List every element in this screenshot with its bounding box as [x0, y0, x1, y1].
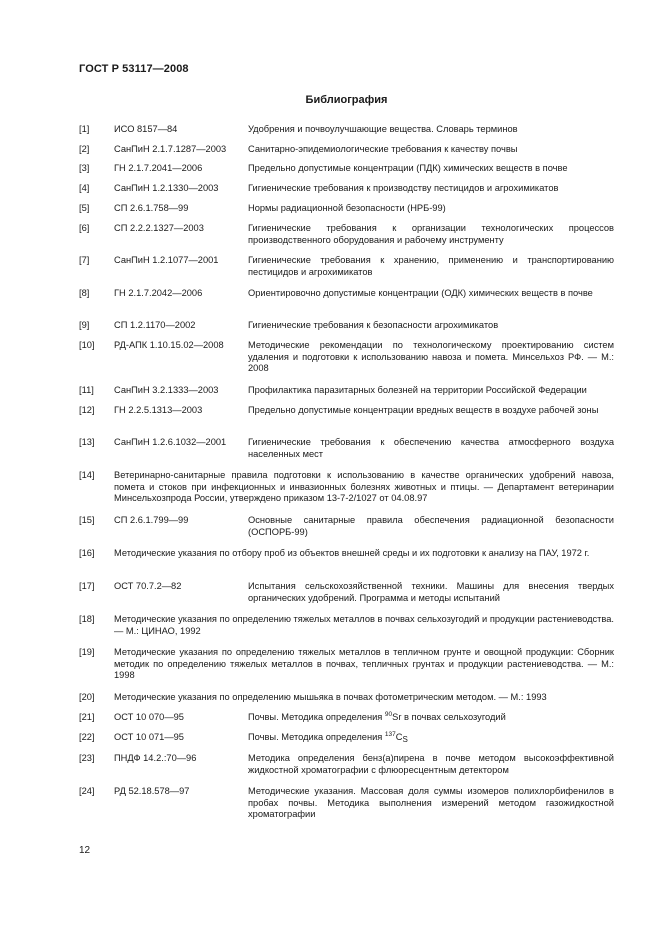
bibliography-entry-12 [79, 405, 614, 417]
desc-text: Sr в почвах сельхозугодий [392, 712, 506, 722]
entry-number: [20] [79, 692, 95, 702]
entry-number: [18] [79, 614, 95, 624]
entry-code: СП 2.6.1.758—99 [114, 203, 189, 213]
entry-description [248, 712, 614, 724]
entry-code: СанПиН 1.2.6.1032—2001 [114, 437, 227, 447]
bibliography-entry-13 [79, 437, 614, 460]
entry-code: СанПиН 2.1.7.1287—2003 [114, 144, 227, 154]
entry-code: ОСТ 70.7.2—82 [114, 581, 182, 591]
entry-description: Гигиенические требования к организации технологических процессов производственного оборудования и рабочему инструменту [248, 223, 614, 245]
entry-code: СП 1.2.1170—2002 [114, 320, 196, 330]
bibliography-entry-16 [79, 548, 614, 560]
bibliography-entry-18 [79, 614, 614, 637]
entry-code: ГН 2.1.7.2042—2006 [114, 288, 203, 298]
bibliography-entry-6 [79, 223, 614, 246]
entry-code: РД-АПК 1.10.15.02—2008 [114, 340, 224, 350]
bibliography-entry-2 [79, 144, 614, 156]
entry-number: [21] [79, 712, 95, 722]
bibliography-entry-20 [79, 692, 614, 704]
document-header: ГОСТ Р 53117—2008 [79, 63, 189, 75]
entry-description: Методические указания по определению тяжелых металлов в почвах сельхозугодий и продукции растениеводства. — М.: ЦИНАО, 1992 [114, 614, 614, 636]
bibliography-entry-11 [79, 385, 614, 397]
entry-description: Предельно допустимые концентрации (ПДК) химических веществ в почве [248, 163, 568, 173]
entry-description: Гигиенические требования к производству пестицидов и агрохимикатов [248, 183, 559, 193]
entry-description: Гигиенические требования к безопасности агрохимикатов [248, 320, 499, 330]
entry-code: СанПиН 1.2.1330—2003 [114, 183, 219, 193]
page-title: Библиография [305, 94, 388, 106]
entry-description: Гигиенические требования к обеспечению качества атмосферного воздуха населенных мест [248, 437, 614, 459]
desc-text: Почвы. Методика определения [248, 732, 385, 742]
desc-text: C [395, 732, 403, 742]
entry-number: [12] [79, 405, 95, 415]
entry-code: ОСТ 10 070—95 [114, 712, 184, 722]
bibliography-entry-24 [79, 786, 614, 821]
entry-description: Методические рекомендации по технологическому проектированию систем удаления и подготовки к использованию навоза и помета. Минсельхоз РФ. — М.: 2008 [248, 340, 614, 374]
bibliography-entry-15 [79, 515, 614, 538]
entry-code: СанПиН 1.2.1077—2001 [114, 255, 219, 265]
entry-number: [14] [79, 470, 95, 480]
entry-description: Основные санитарные правила обеспечения радиационной безопасности (ОСПОРБ-99) [248, 515, 614, 537]
bibliography-entry-23 [79, 753, 614, 776]
entry-number: [9] [79, 320, 90, 330]
entry-number: [5] [79, 203, 90, 213]
entry-description: Методические указания по определению тяжелых металлов в тепличном грунте и овощной продукции: Сборник методик по определению тяжелых металлов в почвах, тепличных грунтах и продукции растениеводства. — М.: 1998 [114, 647, 614, 681]
entry-number: [13] [79, 437, 95, 447]
entry-number: [7] [79, 255, 90, 265]
entry-description: Методические указания по отбору проб из объектов внешней среды и их подготовки к анализу на ПАУ, 1972 г. [114, 548, 590, 558]
entry-number: [1] [79, 124, 90, 134]
entry-number: [4] [79, 183, 90, 193]
entry-description: Предельно допустимые концентрации вредных веществ в воздухе рабочей зоны [248, 405, 599, 415]
bibliography-entry-21 [79, 712, 614, 724]
bibliography-entry-4 [79, 183, 614, 195]
bibliography-entry-19 [79, 647, 614, 682]
bibliography-entry-10 [79, 340, 614, 375]
entry-code: СП 2.6.1.799—99 [114, 515, 189, 525]
entry-code: ГН 2.2.5.1313—2003 [114, 405, 203, 415]
entry-number: [11] [79, 385, 94, 395]
bibliography-entry-9 [79, 320, 614, 332]
entry-number: [8] [79, 288, 90, 298]
bibliography-entry-8 [79, 288, 614, 300]
entry-description: Гигиенические требования к хранению, применению и транспортированию пестицидов и агрохимикатов [248, 255, 614, 277]
bibliography-entry-22 [79, 732, 614, 744]
entry-number: [3] [79, 163, 90, 173]
entry-code: СП 2.2.2.1327—2003 [114, 223, 204, 233]
isotope-mass-number: 137 [384, 731, 396, 738]
bibliography-entry-5 [79, 203, 614, 215]
entry-number: [16] [79, 548, 95, 558]
entry-description: Методика определения бенз(а)пирена в почве методом высокоэффективной жидкостной хроматографии с флюоресцентным детектором [248, 753, 614, 775]
bibliography-entry-3 [79, 163, 614, 175]
entry-number: [17] [79, 581, 95, 591]
entry-number: [6] [79, 223, 90, 233]
entry-code: ГН 2.1.7.2041—2006 [114, 163, 203, 173]
entry-number: [15] [79, 515, 95, 525]
entry-code: ОСТ 10 071—95 [114, 732, 184, 742]
entry-code: ПНДФ 14.2.:70—96 [114, 753, 197, 763]
entry-number: [19] [79, 647, 95, 657]
entry-description: Методические указания. Массовая доля суммы изомеров полихлорбифенилов в пробах почвы. Методика выполнения измерений методом газожидкостной хроматографии [248, 786, 614, 820]
desc-subscript: S [402, 735, 408, 744]
entry-number: [22] [79, 732, 95, 742]
entry-description: Испытания сельскохозяйственной техники. Машины для внесения твердых органических удобрений. Программа и методы испытаний [248, 581, 614, 603]
entry-description: Нормы радиационной безопасности (НРБ-99) [248, 203, 446, 213]
entry-description: Удобрения и почвоулучшающие вещества. Словарь терминов [248, 124, 518, 134]
entry-code: ИСО 8157—84 [114, 124, 178, 134]
entry-description: Санитарно-эпидемиологические требования к качеству почвы [248, 144, 518, 154]
bibliography-entry-7 [79, 255, 614, 278]
bibliography-entry-17 [79, 581, 614, 604]
entry-number: [23] [79, 753, 95, 763]
entry-description [248, 732, 614, 744]
page-number: 12 [79, 845, 91, 856]
entry-number: [24] [79, 786, 95, 796]
isotope-mass-number: 90 [384, 711, 393, 718]
entry-code: СанПиН 3.2.1333—2003 [114, 385, 219, 395]
entry-number: [2] [79, 144, 90, 154]
desc-text: Почвы. Методика определения [248, 712, 385, 722]
bibliography-entry-14 [79, 470, 614, 505]
entry-description: Ветеринарно-санитарные правила подготовки к использованию в качестве органических удобрений навоза, помета и стоков при инфекционных и инвазионных болезнях животных и птицы. — Департамент ветеринарии Минсельхозпрода России, утверждено приказом 13-7-2/1027 от 04.08.97 [114, 470, 614, 504]
entry-description: Профилактика паразитарных болезней на территории Российской Федерации [248, 385, 587, 395]
entry-description: Ориентировочно допустимые концентрации (ОДК) химических веществ в почве [248, 288, 593, 298]
entry-number: [10] [79, 340, 95, 350]
entry-description: Методические указания по определению мышьяка в почвах фотометрическим методом. — М.: 1993 [114, 692, 547, 702]
bibliography-entry-1 [79, 124, 614, 136]
entry-code: РД 52.18.578—97 [114, 786, 190, 796]
